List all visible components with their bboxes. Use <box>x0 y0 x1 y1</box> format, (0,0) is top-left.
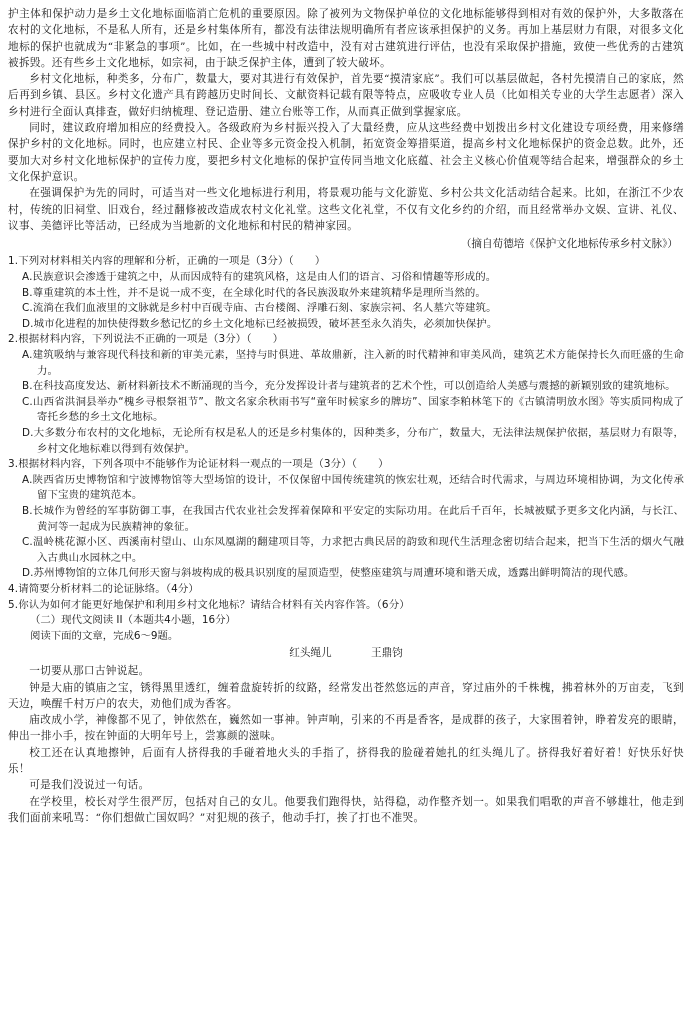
story-author: 王鼎钧 <box>370 647 403 660</box>
question-1 <box>8 254 684 332</box>
story-paragraph: 校工还在认真地擦钟，后面有人挤得我的手碰着地火头的手指了，挤得我的脸碰着她扎的红头绳儿了。挤得我好着好着！好快乐好快乐！ <box>8 746 684 776</box>
question-4: 4.请简要分析材料二的论证脉络。（4分） <box>8 582 199 595</box>
option-a: A.建筑吸纳与兼容现代科技和新的审美元素，坚持与时俱进、革故鼎新，注入新的时代精神和审美风尚，建筑艺术方能保持长久而旺盛的生命力。 <box>22 349 684 377</box>
question-3 <box>8 457 684 582</box>
option-d: D.城市化进程的加快使得数乡愁记忆的乡土文化地标已经被损毁，破坏甚至永久消失，必须加快保护。 <box>22 317 498 330</box>
question-stem: 3.根据材料内容，下列各项中不能够作为论证材料一观点的一项是（3分）（ ） <box>8 458 389 471</box>
story-paragraph: 可是我们没说过一句话。 <box>29 779 150 792</box>
story-body <box>8 663 684 826</box>
story-title: 红头绳儿 <box>289 647 332 660</box>
story-paragraph: 钟是大庙的镇庙之宝，锈得黑里透红，缠着盘旋转折的纹路，经常发出苍然悠远的声音，穿过庙外的千株槐，拂着林外的万亩麦，飞到天边，唤醒千村万户的农夫，劝他们成为香客。 <box>8 681 684 710</box>
passage-paragraph: 乡村文化地标，种类多，分布广，数量大，要对其进行有效保护，首先要“摸清家底”。我们可以基层做起，各村先摸清自己的家底，然后再到乡镇、县区。乡村文化遗产具有跨越历史时间长、文献资料记载有限等特点，应吸收专业人员（比如相关专业的大学生志愿者）深入乡村进行全面认真排查，做好归纳梳理、登记造册、建立台账等工作，从而真正做到掌握家底。 <box>8 73 684 118</box>
option-d: D.大多数分布农村的文化地标，无论所有权是私人的还是乡村集体的，因种类多，分布广，数量大，无法律法规保护依据，基层财力有限等，乡村文化地标难以得到有效保护。 <box>22 426 684 455</box>
option-c: C.山西省洪洞县举办“槐乡寻根祭祖节”、散文名家余秋雨书写“童年时候家乡的牌坊”、国家李粕林笔下的《古镇清明放水图》等实质同构成了寄托乡愁的乡土文化地标。 <box>22 395 684 424</box>
option-a: A.陕西省历史博物馆和宁波博物馆等大型场馆的设计，不仅保留中国传统建筑的恢宏壮观，还结合时代需求，与周边环境相协调，为文化传承留下宝贵的建筑范本。 <box>22 473 684 502</box>
option-b: B.长城作为曾经的军事防御工事，在我国古代农业社会发挥着保障和平安定的实际功用。在此后千百年，长城被赋予更多文化内涵，与长江、黄河等一起成为民族精神的象征。 <box>22 504 684 533</box>
source-citation: （摘自荀德培《保护文化地标传承乡村文脉》） <box>460 238 678 251</box>
story-paragraph: 一切要从那口古钟说起。 <box>29 665 150 678</box>
section-heading: （二）现代文阅读 II（本题共4小题，16分） <box>30 614 236 627</box>
story-paragraph: 庙改成小学，神像都不见了，钟依然在，巍然如一事神。钟声响，引来的不再是香客，是成群的孩子，大家围着钟，睁着发亮的眼睛，伸出一排小手，按在钟面的大明年号上，尝寡颜的滋味。 <box>8 714 684 743</box>
story-paragraph: 在学校里，校长对学生很严厉，包括对自己的女儿。他要我们跑得快，站得稳，动作整齐划一。如果我们唱歌的声音不够雄壮，他走到我们面前来吼骂：“你们想做亡国奴吗？”对犯规的孩子，他动手打，挨了打也不准哭。 <box>8 795 684 824</box>
passage-paragraph: 同时，建议政府增加相应的经费投入。各级政府为乡村振兴投入了大量经费，应从这些经费中划拨出乡村文化建设专项经费，用来修缮保护乡村的文化地标。同时，也应建立村民、企业等多元资金投入机制，拓宽资金筹措渠道，提高乡村文化地标保护的资金总数。此外，还要加大对乡村文化地标保护的宣传力度，要把乡村文化地标的保护宣传同当地文化底蕴、社会主义核心价值观等结合起来，增强群众的乡土文化保护意识。 <box>8 122 684 183</box>
option-c: C.温岭桃花源小区、西溪南村望山、山东凤凰湖的翻建项目等，力求把古典民居的韵致和现代生活理念密切结合起来，把当下生活的烟火气融入古典山水园林之中。 <box>22 536 684 564</box>
option-b: B.尊重建筑的本土性，并不是说一成不变，在全球化时代的各民族汲取外来建筑精华是理所当然的。 <box>22 286 486 299</box>
section-instruction: 阅读下面的文章，完成6～9题。 <box>30 629 179 642</box>
question-stem: 1.下列对材料相关内容的理解和分析，正确的一项是（3分）（ ） <box>8 255 326 268</box>
option-a: A.民族意识会渗透于建筑之中，从而因成特有的建筑风格，这是由人们的语言、习俗和情趣等形成的。 <box>22 271 497 284</box>
passage-paragraph: 在强调保护为先的同时，可适当对一些文化地标进行利用，将景观功能与文化游览、乡村公共文化活动结合起来。比如，在浙江不少农村，传统的旧祠堂、旧戏台，经过翻修被改造成农村文化礼堂。这些文化礼堂，不仅有文化乡约的介绍，而且经常举办文娱、宣讲、礼仪、议事、美德评比等活动，已经成为当地新的文化地标和村民的精神家园。 <box>8 187 684 232</box>
option-c: C.流淌在我们血液里的文脉就是乡村中百砚寺庙、古台楼阁、浮雕石刻、家族宗祠、名人墓穴等建筑。 <box>22 302 497 315</box>
passage-paragraph: 护主体和保护动力是乡土文化地标面临消亡危机的重要原因。除了被列为文物保护单位的文化地标能够得到相对有效的保护外，大多散落在农村的文化地标，不是私人所有，还是乡村集体所有，都没有法律法规明确所有者应该承担保护的义务。再加上基层财力有限，对很多文化地标的保护也就成为“非紧急的事项”。比如，在一些城中村改造中，没有对古建筑进行评估，也没有采取保护措施，致使一些优秀的古建筑被拆毁。还有些乡土文化地标，如宗祠，由于缺乏保护主体，遭到了较大破坏。 <box>8 8 684 69</box>
story-title-row <box>8 645 684 662</box>
question-5: 5.你认为如何才能更好地保护和利用乡村文化地标？请结合材料有关内容作答。（6分） <box>8 598 410 611</box>
question-stem: 2.根据材料内容，下列说法不正确的一项是（3分）（ ） <box>8 333 284 346</box>
option-b: B.在科技高度发达、新材料新技术不断涌现的当今，充分发挥设计者与建筑者的艺术个性，可以创造给人美感与震撼的新颖别致的建筑地标。 <box>22 380 676 393</box>
question-2 <box>8 332 684 457</box>
passage-one <box>8 6 684 234</box>
option-d: D.苏州博物馆的立体几何形天窗与斜坡构成的极具识别度的屋顶造型，使整座建筑与周遭环境和谐天成，透露出鲜明简洁的现代感。 <box>22 567 635 580</box>
